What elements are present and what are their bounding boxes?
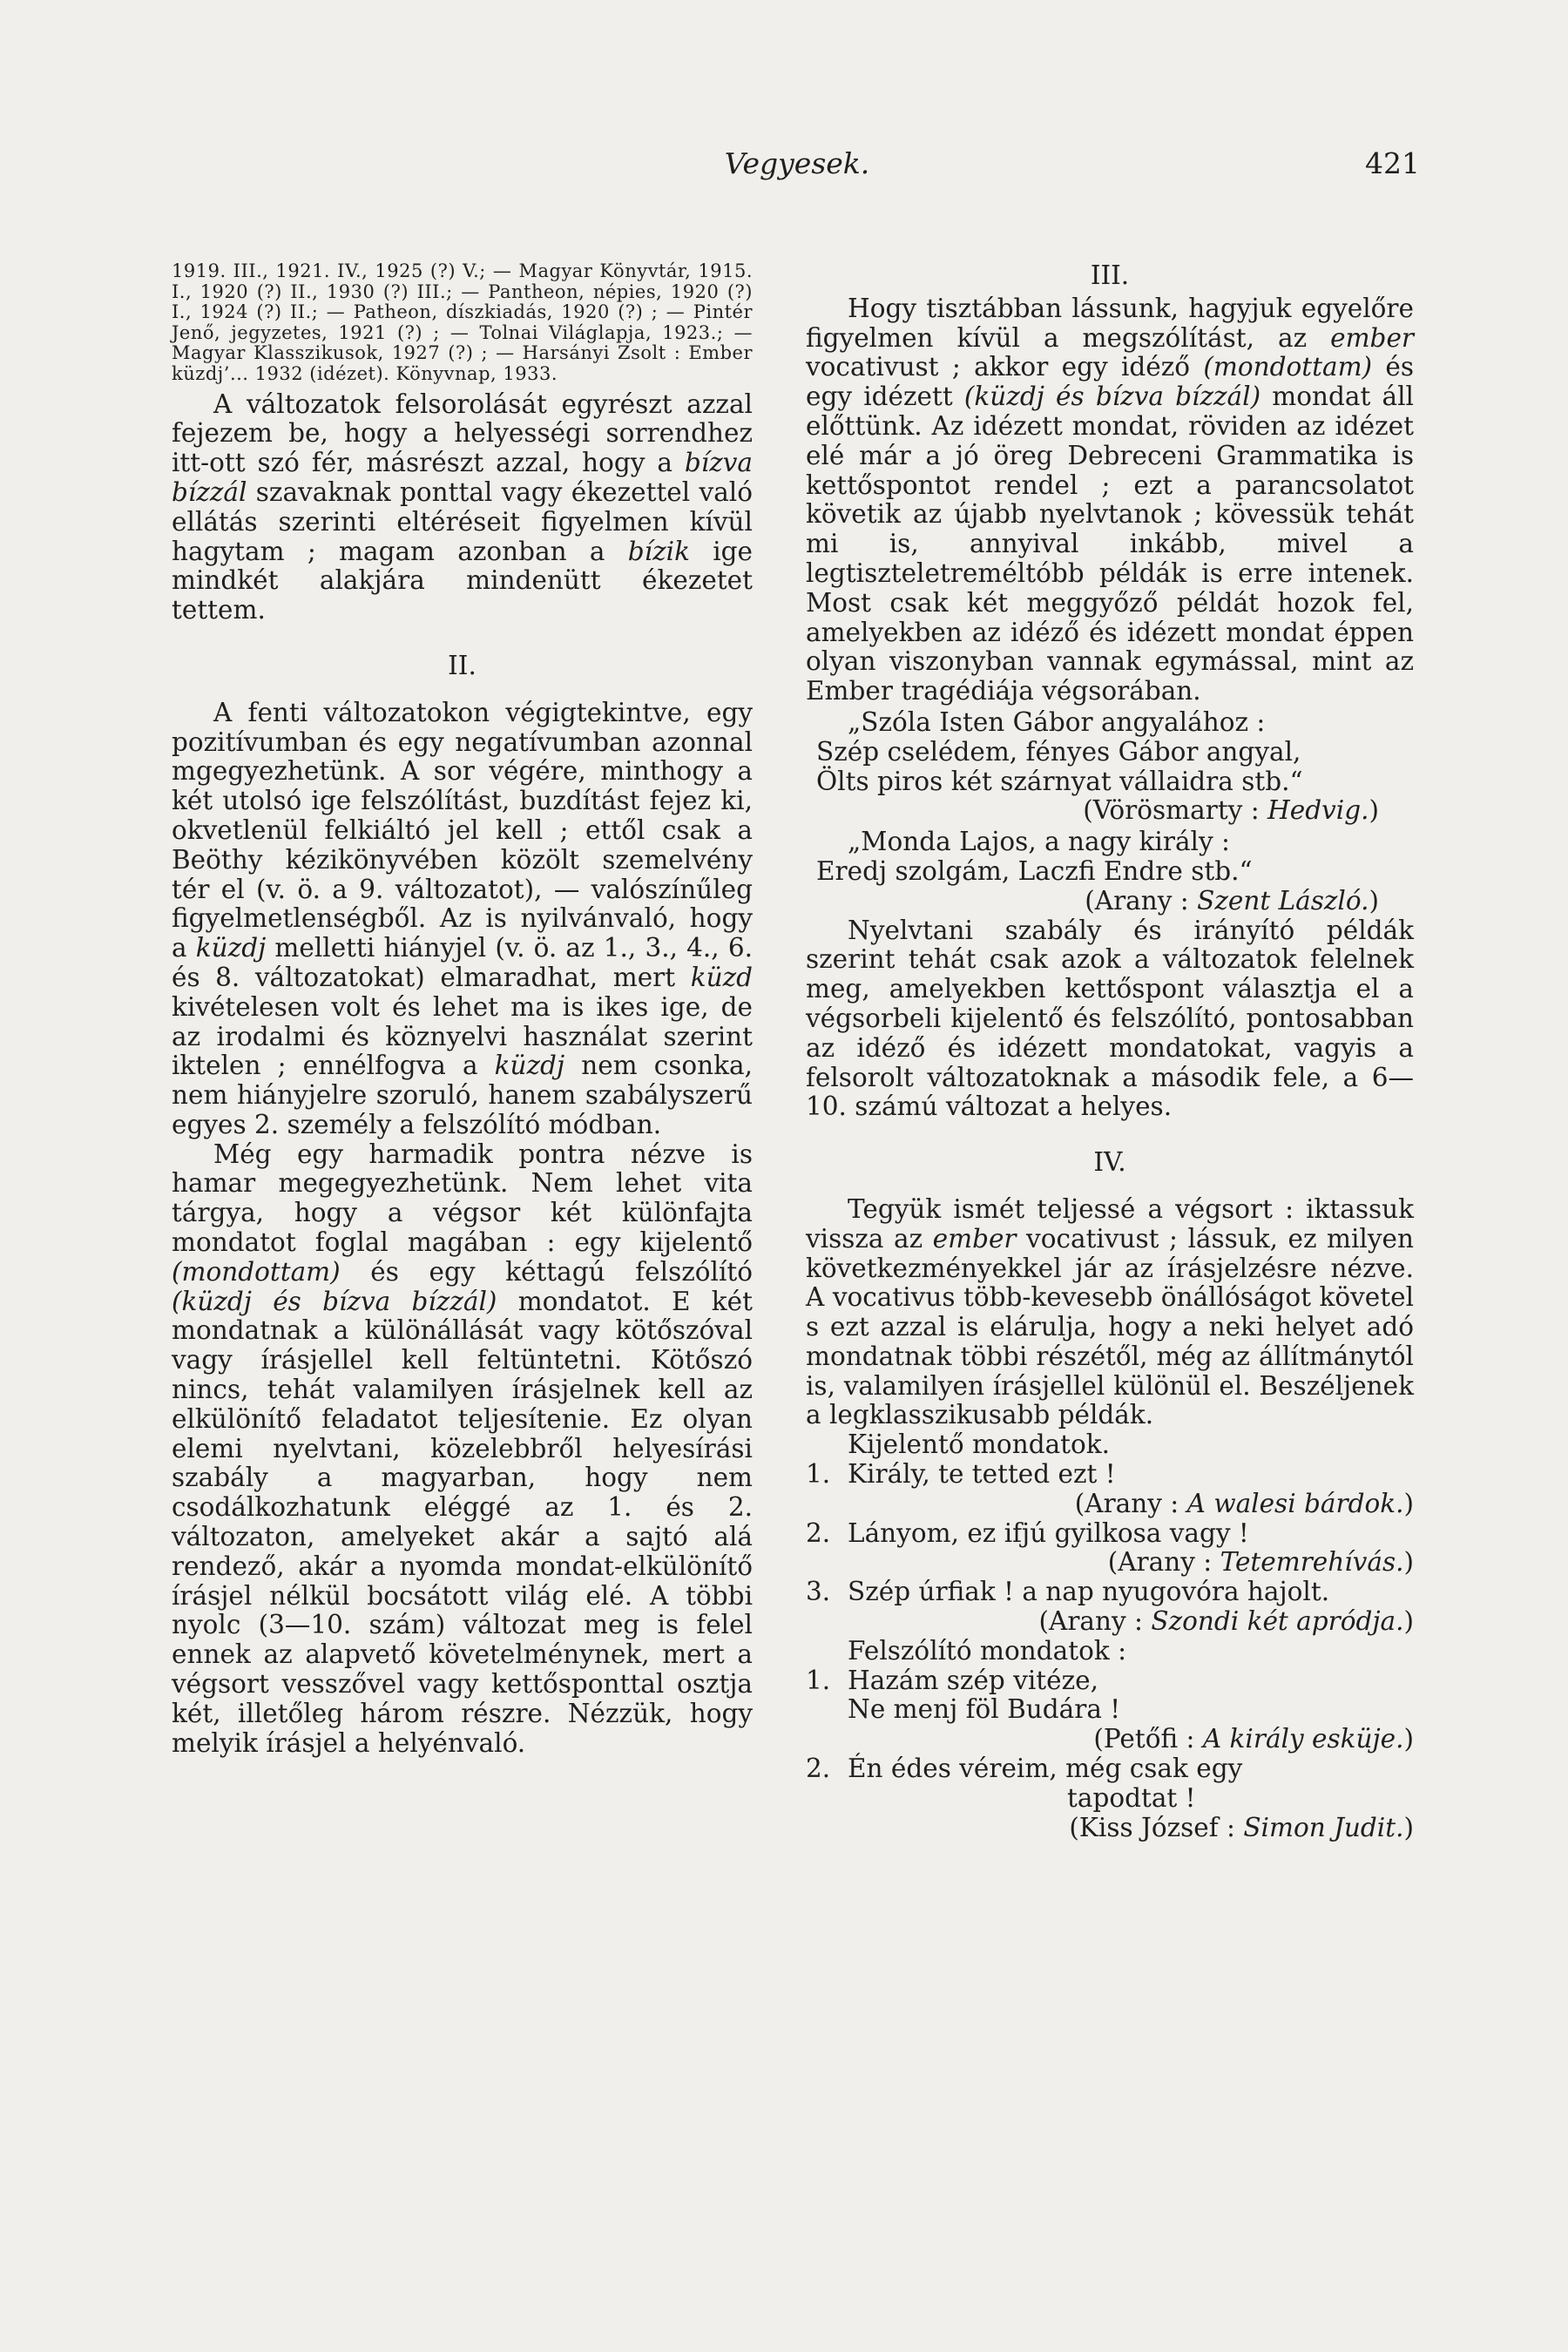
- example-source: (Petőfi : A király esküje.): [1093, 1724, 1414, 1754]
- label-imperative: Felszólító mondatok :: [848, 1635, 1127, 1666]
- section-heading-iv: IV.: [1093, 1147, 1126, 1178]
- quote-line: „Szóla Isten Gábor angyalához :: [848, 706, 1266, 737]
- paragraph-section-iv: Tegyük ismét teljessé a végsort : iktassuk vissza az ember vocativust ; lássuk, ez milyen következményekkel jár az írásjelzésre nézve. A vocativus több-kevesebb önállóságot követel s ezt azzal is elárulja, hogy a neki helyet adó mondatnak többi részétől, még az állítmánytól is, valamilyen írásjellel különül el. Beszéljenek a legklasszikusabb példák.: [806, 1193, 1414, 1430]
- section-heading-iii: III.: [1090, 260, 1130, 290]
- right-column: [806, 261, 1414, 1842]
- label-declarative: Kijelentő mondatok.: [848, 1429, 1111, 1460]
- paragraph-section-ii: A fenti változatokon végigtekintve, egy pozitívumban és egy negatívumban azonnal mgegyezhetünk. A sor végére, minthogy a két utolsó ige felszólítást, buzdítást fejez ki, okvetlenül felkiáltó jel kell ; ettől csak a Beöthy kézikönyvében közölt szemelvény tér el (v. ö. a 9. változatot), — valószínűleg figyelmetlenségből. Az is nyilvánvaló, hogy a küzdj melletti hiányjel (v. ö. az 1., 3., 4., 6. és 8. változatokat) elmaradhat, mert küzd kivételesen volt és lehet ma is ikes ige, de az irodalmi és köznyelvi használat szerint iktelen ; ennélfogva a küzdj nem csonka, nem hiányjelre szoruló, hanem szabályszerű egyes 2. személy a felszólító módban.: [172, 697, 754, 1139]
- page-number: 421: [1365, 146, 1420, 180]
- paragraph-variants-conclusion: A változatok felsorolását egyrészt azzal fejezem be, hogy a helyességi sorrendhez itt-ott szó fér, másrészt azzal, hogy a bízva bízzál szavaknak ponttal vagy ékezettel való ellátás szerinti eltéréseit figyelmen kívül hagytam ; magam azonban a bízik ige mindkét alakjára mindenütt ékezetet tettem.: [172, 389, 753, 625]
- running-header: [174, 146, 1420, 188]
- running-title: Vegyesek.: [724, 146, 870, 180]
- section-heading-ii: II.: [448, 650, 476, 680]
- quote-line: Eredj szolgám, Laczfi Endre stb.“: [816, 855, 1253, 886]
- example-source: (Kiss József : Simon Judit.): [1069, 1812, 1414, 1842]
- example-item: 2. Én édes véreim, még csak egy tapodtat ! (Kiss József : Simon Judit.): [806, 1754, 1414, 1842]
- paragraph-section-iii: Hogy tisztábban lássunk, hagyjuk egyelőre figyelmen kívül a megszólítást, az ember vocativust ; akkor egy idéző (mondottam) és egy idézett (küzdj és bízva bízzál) mondat áll előttünk. Az idézett mondat, röviden az idézet elé már a jó öreg Debreceni Grammatika is kettőspontot rendel ; ezt a parancsolatot követik az újabb nyelvtanok ; kövessük tehát mi is, annyival inkább, mivel a legtiszteletreméltóbb példák is erre intenek. Most csak két meggyőző példát hozok fel, amelyekben az idéző és idézett mondat éppen olyan viszonyban vannak egymással, mint az Ember tragédiája végsorában.: [806, 293, 1414, 706]
- example-item: 1. Király, te tetted ezt ! (Arany : A walesi bárdok.): [806, 1459, 1414, 1518]
- left-column: [172, 261, 753, 1758]
- quote-line: „Monda Lajos, a nagy király :: [848, 827, 1230, 857]
- quote-line: Ölts piros két szárnyat vállaidra stb.“: [816, 766, 1303, 796]
- quote-line: Szép cselédem, fényes Gábor angyal,: [816, 736, 1301, 767]
- example-item: 2. Lányom, ez ifjú gyilkosa vagy ! (Arany : Tetemrehívás.): [806, 1517, 1414, 1578]
- example-source: (Arany : A walesi bárdok.): [1074, 1488, 1414, 1518]
- bibliography-note: 1919. III., 1921. IV., 1925 (?) V.; — Magyar Könyvtár, 1915. I., 1920 (?) II., 1930 (?) III.; — Pantheon, népies, 1920 (?) I., 1924 (?) II.; — Patheon, díszkiadás, 1920 (?) ; — Pintér Jenő, jegyzetes, 1921 (?) ; — Tolnai Világlapja, 1923.; — Magyar Klasszikusok, 1927 (?) ; — Harsányi Zsolt : Ember küzdj’... 1932 (idézet). Könyvnap, 1933.: [172, 260, 753, 384]
- quote-source: (Arany : Szent László.): [1085, 885, 1379, 916]
- paragraph-third-point: Még egy harmadik pontra nézve is hamar megegyezhetünk. Nem lehet vita tárgya, hogy a végsor két különfajta mondatot foglal magában : egy kijelentő (mondottam) és egy kéttagú felszólító (küzdj és bízva bízzál) mondatot. E két mondatnak a különállását vagy kötőszóval vagy írásjellel kell feltüntetni. Kötőszó nincs, tehát valamilyen írásjelnek kell az elkülönítő feladatot teljesítenie. Ez olyan elemi nyelvtani, közelebbről helyesírási szabály a magyarban, hogy nem csodálkozhatunk eléggé az 1. és 2. változaton, amelyeket akár a sajtó alá rendező, akár a nyomda mondat-elkülönítő írásjel nélkül bocsátott világ elé. A többi nyolc (3—10. szám) változat meg is felel ennek az alapvető követelménynek, mert a végsort vesszővel vagy kettősponttal osztja két, illetőleg három részre. Nézzük, hogy melyik írásjel a helyénvaló.: [172, 1139, 753, 1758]
- example-item: 1. Hazám szép vitéze, Ne menj föl Budára ! (Petőfi : A király esküje.): [806, 1665, 1414, 1754]
- example-source: (Arany : Tetemrehívás.): [1107, 1547, 1414, 1578]
- example-source: (Arany : Szondi két apródja.): [1038, 1606, 1414, 1637]
- quote-source: (Vörösmarty : Hedvig.): [1083, 795, 1379, 826]
- quote-vorosmarty: [806, 708, 1414, 826]
- example-item: 3. Szép úrfiak ! a nap nyugovóra hajolt. (Arany : Szondi két apródja.): [806, 1577, 1414, 1637]
- quote-arany: [806, 828, 1414, 916]
- paragraph-rule-conclusion: Nyelvtani szabály és irányító példák szerint tehát csak azok a változatok felelnek meg, amelyekben kettőspont választja el a végsorbeli kijelentő és felszólító, pontosabban az idéző és idézett mondatokat, vagyis a felsorolt változatoknak a második fele, a 6—10. számú változat a helyes.: [806, 915, 1414, 1122]
